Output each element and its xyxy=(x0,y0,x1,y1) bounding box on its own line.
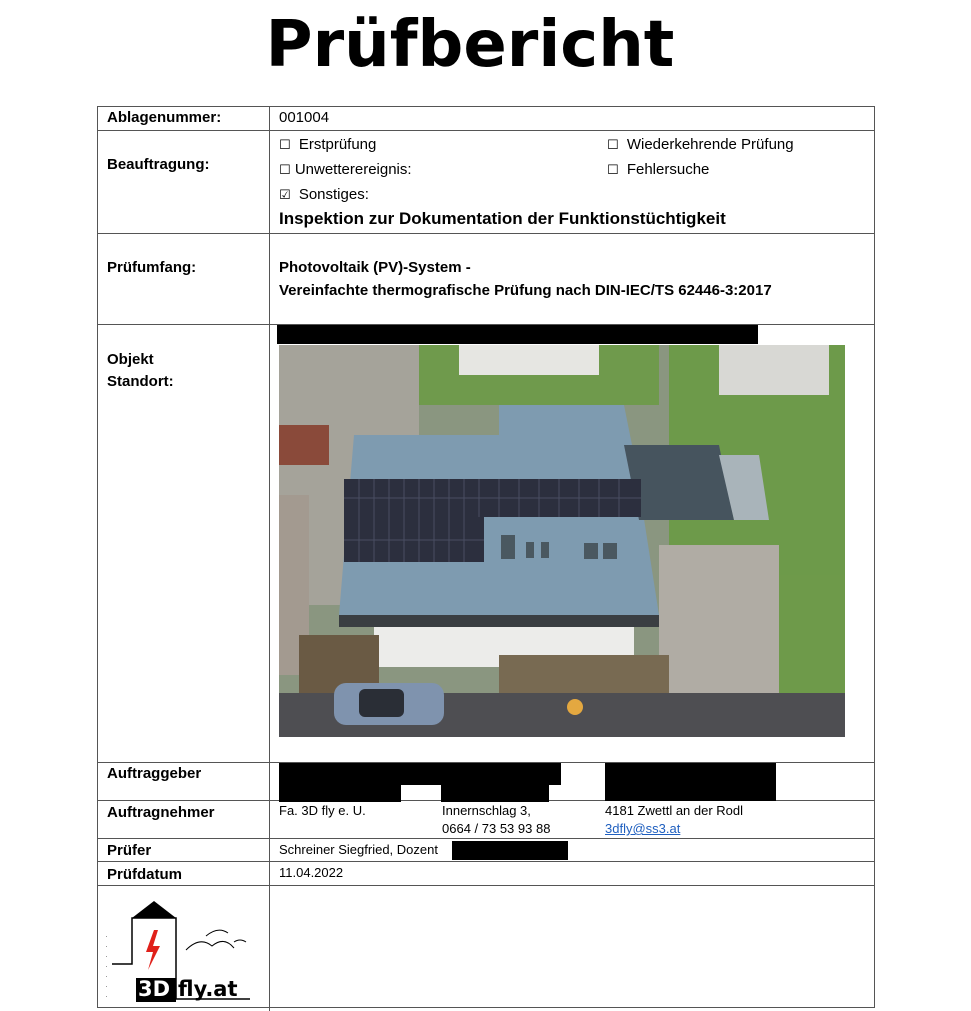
row-pruefer xyxy=(98,839,874,862)
pruefer-value: Schreiner Siegfried, Dozent xyxy=(279,842,438,857)
pruefumfang-line1: Photovoltaik (PV)-System - xyxy=(279,259,471,276)
pruefdatum-label: Prüfdatum xyxy=(98,862,270,885)
row-ablagenummer xyxy=(98,107,874,131)
redacted-address xyxy=(277,325,758,344)
option-unwetterereignis[interactable]: ☐ Unwetterereignis: xyxy=(279,161,412,178)
checkbox-icon[interactable]: ☐ xyxy=(607,138,619,153)
logo-text-flyat: fly.at xyxy=(178,977,238,1001)
contractor-company: Fa. 3D fly e. U. xyxy=(279,803,366,818)
option-fehlersuche[interactable]: ☐ Fehlersuche xyxy=(607,161,710,178)
row-beauftragung xyxy=(98,131,874,234)
logo-cell xyxy=(98,886,270,1011)
auftragnehmer-label: Auftragnehmer xyxy=(98,801,270,838)
beauftragung-label: Beauftragung: xyxy=(98,131,270,233)
checkbox-icon[interactable]: ☐ xyxy=(607,163,619,178)
pruefumfang-line2: Vereinfachte thermografische Prüfung nach DIN-IEC/TS 62446-3:2017 xyxy=(279,282,772,299)
contractor-city: 4181 Zwettl an der Rodl xyxy=(605,803,744,818)
auftraggeber-label: Auftraggeber xyxy=(98,763,270,800)
checkbox-icon[interactable]: ☐ xyxy=(279,138,291,153)
row-objekt-standort xyxy=(98,325,874,763)
row-logo xyxy=(98,886,874,1011)
lightning-icon xyxy=(146,930,160,970)
redacted-client-city xyxy=(605,763,776,801)
aerial-house-photo xyxy=(279,345,845,737)
row-pruefumfang xyxy=(98,234,874,325)
row-pruefdatum xyxy=(98,862,874,886)
objekt-label: Objekt xyxy=(107,351,154,368)
sonstiges-text: Inspektion zur Dokumentation der Funktionstüchtigkeit xyxy=(279,209,726,228)
pruefumfang-label: Prüfumfang: xyxy=(98,234,270,324)
page-title: Prüfbericht xyxy=(265,8,675,82)
redacted-client-street xyxy=(441,785,549,802)
report-table xyxy=(97,106,875,1008)
house-photo-illustration xyxy=(279,345,845,737)
pruefdatum-value: 11.04.2022 xyxy=(279,865,344,880)
redacted-client-name xyxy=(279,763,561,785)
checkbox-checked-icon[interactable]: ☑ xyxy=(279,188,291,203)
contractor-email-link[interactable]: 3dfly@ss3.at xyxy=(605,821,681,836)
ablagenummer-value: 001004 xyxy=(279,109,330,126)
option-sonstiges[interactable]: ☑ Sonstiges: xyxy=(279,186,369,203)
row-auftragnehmer xyxy=(98,801,874,839)
checkbox-icon[interactable]: ☐ xyxy=(279,163,291,178)
logo-text-3d: 3D xyxy=(138,977,171,1001)
option-erstpruefung[interactable]: ☐ Erstprüfung xyxy=(279,136,377,153)
contractor-street: Innernschlag 3, xyxy=(442,803,531,818)
redacted-pruefer-institution xyxy=(452,841,568,860)
row-auftraggeber xyxy=(98,763,874,801)
pruefer-label: Prüfer xyxy=(98,839,270,861)
ablagenummer-label: Ablagenummer: xyxy=(98,107,270,130)
option-wiederkehrende-pruefung[interactable]: ☐ Wiederkehrende Prüfung xyxy=(607,136,794,153)
contractor-phone: 0664 / 73 53 93 88 xyxy=(442,821,551,836)
standort-label: Standort: xyxy=(107,373,174,390)
redacted-client-name-2 xyxy=(279,785,401,802)
